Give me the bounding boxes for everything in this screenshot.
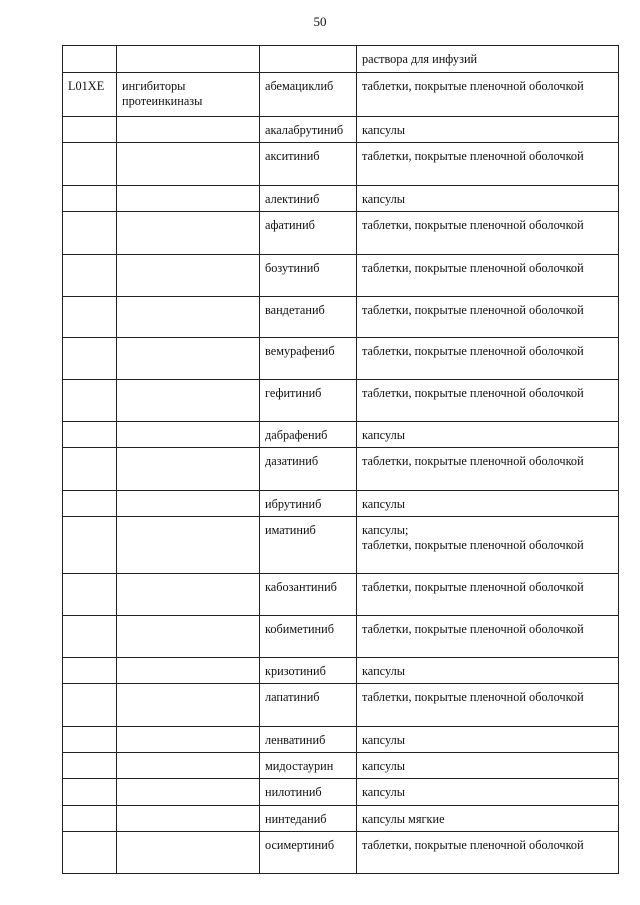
code-cell xyxy=(63,832,117,874)
dosage-form-text: таблетки, покрытые пленочной оболочкой xyxy=(362,79,584,93)
code-cell xyxy=(63,727,117,753)
group-cell xyxy=(117,186,260,212)
group-cell xyxy=(117,46,260,73)
dosage-form-text: таблетки, покрытые пленочной оболочкой xyxy=(362,838,584,852)
drug-name-cell: вандетаниб xyxy=(260,297,357,338)
dosage-form-text: таблетки, покрытые пленочной оболочкой xyxy=(362,261,584,275)
dosage-form-text: таблетки, покрытые пленочной оболочкой xyxy=(362,218,584,232)
code-cell xyxy=(63,658,117,684)
dosage-form-text: таблетки, покрытые пленочной оболочкой xyxy=(362,386,584,400)
drug-name-cell: кобиметиниб xyxy=(260,616,357,658)
table-row xyxy=(63,212,619,255)
table-row xyxy=(63,779,619,806)
table-row xyxy=(63,380,619,422)
dosage-form-text: капсулы xyxy=(362,785,405,799)
dosage-form-text: таблетки, покрытые пленочной оболочкой xyxy=(362,454,584,468)
dosage-form-cell xyxy=(357,117,619,143)
dosage-form-cell xyxy=(357,574,619,616)
table-row xyxy=(63,832,619,874)
dosage-form-cell xyxy=(357,338,619,380)
dosage-form-text: капсулы xyxy=(362,759,405,773)
code-cell xyxy=(63,491,117,517)
table-row xyxy=(63,46,619,73)
dosage-form-cell xyxy=(357,143,619,186)
dosage-form-cell xyxy=(357,491,619,517)
group-cell xyxy=(117,143,260,186)
group-cell xyxy=(117,806,260,832)
code-cell xyxy=(63,616,117,658)
code-cell xyxy=(63,448,117,491)
group-cell xyxy=(117,422,260,448)
dosage-form-cell xyxy=(357,255,619,297)
code-cell xyxy=(63,297,117,338)
drug-name-cell: нинтеданиб xyxy=(260,806,357,832)
table-row xyxy=(63,684,619,727)
dosage-form-text: раствора для инфузий xyxy=(362,52,478,66)
dosage-form-cell xyxy=(357,297,619,338)
dosage-form-cell xyxy=(357,380,619,422)
dosage-form-text: таблетки, покрытые пленочной оболочкой xyxy=(362,149,584,163)
table-body xyxy=(63,46,619,874)
dosage-form-text: капсулы xyxy=(362,733,405,747)
dosage-form-cell xyxy=(357,46,619,73)
group-cell xyxy=(117,753,260,779)
drug-name-cell xyxy=(260,46,357,73)
group-cell xyxy=(117,779,260,806)
code-cell xyxy=(63,338,117,380)
page-number: 50 xyxy=(313,14,327,29)
dosage-form-cell xyxy=(357,212,619,255)
drug-name-cell: дазатиниб xyxy=(260,448,357,491)
table-row xyxy=(63,186,619,212)
group-cell xyxy=(117,338,260,380)
group-cell xyxy=(117,297,260,338)
dosage-form-cell xyxy=(357,806,619,832)
dosage-form-cell xyxy=(357,753,619,779)
dosage-form-cell xyxy=(357,832,619,874)
table-row xyxy=(63,517,619,574)
dosage-form-text: капсулы xyxy=(362,428,405,442)
table-row xyxy=(63,806,619,832)
group-cell xyxy=(117,616,260,658)
group-cell xyxy=(117,117,260,143)
group-cell xyxy=(117,380,260,422)
table-row xyxy=(63,727,619,753)
table-row xyxy=(63,255,619,297)
group-cell xyxy=(117,684,260,727)
table-row xyxy=(63,73,619,117)
group-cell xyxy=(117,574,260,616)
drug-name-cell: афатиниб xyxy=(260,212,357,255)
code-cell xyxy=(63,212,117,255)
code-cell xyxy=(63,779,117,806)
code-cell xyxy=(63,143,117,186)
group-cell xyxy=(117,255,260,297)
dosage-form-cell xyxy=(357,422,619,448)
group-cell xyxy=(117,491,260,517)
dosage-form-cell xyxy=(357,73,619,117)
table-row xyxy=(63,491,619,517)
drug-name-cell: вемурафениб xyxy=(260,338,357,380)
dosage-form-text: таблетки, покрытые пленочной оболочкой xyxy=(362,303,584,317)
drug-name-cell: гефитиниб xyxy=(260,380,357,422)
drug-name-cell: акситиниб xyxy=(260,143,357,186)
dosage-form-text: таблетки, покрытые пленочной оболочкой xyxy=(362,538,584,552)
table-row xyxy=(63,143,619,186)
dosage-form-text: таблетки, покрытые пленочной оболочкой xyxy=(362,580,584,594)
group-cell xyxy=(117,658,260,684)
dosage-form-cell xyxy=(357,448,619,491)
group-cell xyxy=(117,517,260,574)
dosage-form-text: капсулы xyxy=(362,497,405,511)
table-row xyxy=(63,297,619,338)
code-cell xyxy=(63,806,117,832)
drug-name-cell: акалабрутиниб xyxy=(260,117,357,143)
dosage-form-text: капсулы; xyxy=(362,523,409,537)
dosage-form-text: капсулы мягкие xyxy=(362,812,445,826)
table-row xyxy=(63,338,619,380)
code-cell xyxy=(63,380,117,422)
group-cell xyxy=(117,727,260,753)
drug-name-cell: иматиниб xyxy=(260,517,357,574)
dosage-form-cell xyxy=(357,727,619,753)
dosage-form-cell xyxy=(357,186,619,212)
code-cell: L01XE xyxy=(63,73,117,117)
group-cell xyxy=(117,832,260,874)
code-cell xyxy=(63,684,117,727)
dosage-form-cell xyxy=(357,779,619,806)
drug-name-cell: кабозантиниб xyxy=(260,574,357,616)
dosage-form-cell xyxy=(357,658,619,684)
table-row xyxy=(63,117,619,143)
group-cell xyxy=(117,448,260,491)
group-cell: ингибиторы протеинкиназы xyxy=(117,73,260,117)
dosage-form-cell xyxy=(357,616,619,658)
drug-name-cell: осимертиниб xyxy=(260,832,357,874)
dosage-form-text: капсулы xyxy=(362,123,405,137)
table-row xyxy=(63,574,619,616)
drug-name-cell: лапатиниб xyxy=(260,684,357,727)
drug-name-cell: бозутиниб xyxy=(260,255,357,297)
drug-name-cell: ленватиниб xyxy=(260,727,357,753)
drug-name-cell: алектиниб xyxy=(260,186,357,212)
code-cell xyxy=(63,255,117,297)
table-row xyxy=(63,422,619,448)
dosage-form-text: таблетки, покрытые пленочной оболочкой xyxy=(362,690,584,704)
drug-name-cell: дабрафениб xyxy=(260,422,357,448)
table-row xyxy=(63,448,619,491)
code-cell xyxy=(63,753,117,779)
drug-name-cell: ибрутиниб xyxy=(260,491,357,517)
dosage-form-cell xyxy=(357,517,619,574)
drug-name-cell: кризотиниб xyxy=(260,658,357,684)
dosage-form-text: капсулы xyxy=(362,192,405,206)
dosage-form-text: таблетки, покрытые пленочной оболочкой xyxy=(362,622,584,636)
code-cell xyxy=(63,46,117,73)
code-cell xyxy=(63,117,117,143)
dosage-form-cell xyxy=(357,684,619,727)
dosage-form-text: таблетки, покрытые пленочной оболочкой xyxy=(362,344,584,358)
code-cell xyxy=(63,422,117,448)
table-row xyxy=(63,616,619,658)
code-cell xyxy=(63,574,117,616)
drug-table xyxy=(62,45,619,874)
drug-name-cell: абемациклиб xyxy=(260,73,357,117)
group-cell xyxy=(117,212,260,255)
drug-name-cell: нилотиниб xyxy=(260,779,357,806)
code-cell xyxy=(63,517,117,574)
table-row xyxy=(63,658,619,684)
dosage-form-text: капсулы xyxy=(362,664,405,678)
drug-name-cell: мидостаурин xyxy=(260,753,357,779)
table-row xyxy=(63,753,619,779)
code-cell xyxy=(63,186,117,212)
